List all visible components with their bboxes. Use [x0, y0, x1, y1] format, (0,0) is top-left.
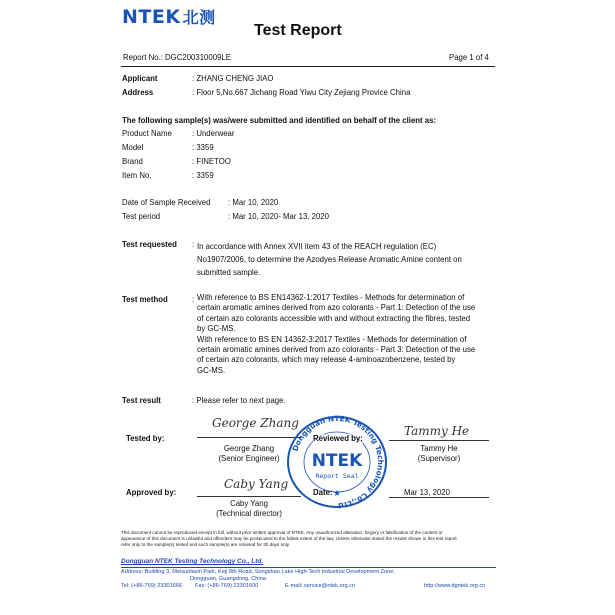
- report-number: [123, 53, 231, 63]
- seal-ring-textpath: Dongguan NTEK Testing Technology Co.,Ltd: [290, 414, 386, 510]
- tested-by-label: Tested by:: [126, 434, 165, 443]
- test-requested-label: Test requested: [122, 240, 177, 249]
- sample-field-label: Model: [122, 143, 144, 152]
- seal-logo: NTEK: [311, 451, 363, 471]
- footer-address-2: Dongguan, Guangdong, China: [190, 576, 266, 582]
- seal-star-icon: ★: [332, 489, 342, 499]
- tested-by-signature: George Zhang: [212, 416, 299, 430]
- sample-field-value: : Underwear: [192, 129, 235, 138]
- disclaimer-line: appearance of this document is unlawful and offenders may be prosecuted to the fullest extent of the law. Unless otherwise stated the results shown in this test report: [121, 536, 457, 541]
- footer-company: Dongguan NTEK Testing Technology Co., Ltd.: [121, 558, 264, 565]
- sample-field-row: [122, 129, 382, 143]
- disclaimer: [121, 530, 501, 548]
- text-line: submitted sample.: [197, 268, 261, 277]
- tested-by-name: George Zhang: [223, 444, 275, 453]
- text-line: certain aromatic amines derived from azo colorants - Part 1: Detection of the use: [197, 303, 476, 313]
- address-label: Address: [122, 88, 154, 97]
- text-line: of certain azo colorants, which may release 4-aminoazobenzene, tested by: [197, 355, 456, 365]
- date-label: Date of Sample Received: [122, 198, 211, 207]
- text-line: In accordance with Annex XVII item 43 of the REACH regulation (EC): [197, 242, 437, 251]
- footer-email: E-mail: service@ntek.org.cn: [285, 583, 356, 589]
- test-result-value: : Please refer to next page.: [192, 396, 286, 405]
- address-value: : Floor 5,No.667 Jichang Road Yiwu City Zejiang Provice China: [192, 88, 411, 97]
- text-line: GC-MS.: [197, 365, 226, 375]
- text-line: With reference to BS EN14362-1:2017 Textiles - Methods for determination of: [197, 293, 465, 302]
- report-number-label: Report No.:: [123, 53, 163, 62]
- text-line: With reference to BS EN 14362-3:2017 Textiles - Methods for determination of: [197, 334, 467, 344]
- reviewed-by-signature: Tammy He: [404, 424, 470, 438]
- text-line: by GC-MS.: [197, 324, 236, 334]
- approval-date-label: Date:: [313, 488, 333, 497]
- approved-by-signature: Caby Yang: [224, 477, 289, 491]
- sample-field-label: Brand: [122, 157, 143, 166]
- signature-line: [389, 440, 489, 441]
- approved-by-label: Approved by:: [126, 488, 177, 497]
- approved-by-name: Caby Yang: [230, 499, 268, 508]
- date-label: Test period: [122, 212, 161, 221]
- text-line: certain aromatic amines derived from azo colorants - Part 3: Detection of the use: [197, 345, 476, 355]
- text-line: of certain azo colorants accessible with and without extracting the fibres, tested: [197, 313, 471, 323]
- date-row: [122, 212, 422, 226]
- test-method-label: Test method: [122, 295, 168, 304]
- samples-heading: The following sample(s) was/were submitted and identified on behalf of the client as:: [122, 116, 437, 125]
- test-requested-colon: :: [192, 240, 195, 249]
- company-logo: [122, 5, 216, 28]
- sample-field-row: [122, 171, 382, 185]
- applicant-label: Applicant: [122, 74, 158, 83]
- test-requested-text: [197, 240, 497, 279]
- report-number-value: DGC200310009LE: [165, 53, 231, 62]
- sample-field-row: [122, 143, 382, 157]
- reviewed-by-title: (Supervisor): [417, 454, 461, 463]
- footer-divider: [121, 567, 496, 568]
- date-value: : Mar 10, 2020- Mar 13, 2020: [228, 212, 329, 221]
- disclaimer-line: This document cannot be reproduced except in full, without prior written approval of NTEK. Any unauthorized alteration, forgery or falsification of the content or: [121, 530, 443, 535]
- test-method-text: [197, 293, 497, 376]
- test-method-colon: :: [192, 295, 195, 304]
- disclaimer-line: refer only to the sample(s) tested and such sample(s) are retained for 30 days only.: [121, 542, 290, 547]
- footer-fax: Fax: (+86-769) 23301600: [195, 583, 259, 589]
- sample-field-value: : FINETOO: [192, 157, 231, 166]
- sample-fields: [122, 129, 382, 185]
- signature-line: [197, 496, 301, 497]
- page-info: Page 1 of 4: [449, 53, 489, 62]
- sample-field-row: [122, 157, 382, 171]
- date-row: [122, 198, 422, 212]
- sample-field-value: : 3359: [192, 171, 214, 180]
- reviewed-by-label: Reviewed by:: [313, 434, 363, 443]
- applicant-value: : ZHANG CHENG JIAO: [192, 74, 274, 83]
- sample-field-value: : 3359: [192, 143, 214, 152]
- date-line: [389, 497, 489, 498]
- text-line: No1907/2006, to determine the Azodyes Release Aromatic Amine content on: [197, 255, 462, 264]
- sample-field-label: Item No.: [122, 171, 152, 180]
- sample-field-label: Product Name: [122, 129, 172, 138]
- approval-date: Mar 13, 2020: [404, 488, 450, 497]
- test-result-label: Test result: [122, 396, 161, 405]
- reviewed-by-name: Tammy He: [420, 444, 458, 453]
- logo-chinese-text: 北测: [182, 8, 216, 27]
- page-title: Test Report: [254, 22, 342, 39]
- footer-tel: Tel: (+86-769) 23301666: [121, 583, 183, 589]
- approved-by-title: (Technical director): [216, 509, 282, 518]
- date-value: : Mar 10, 2020: [228, 198, 279, 207]
- footer-website: http://www.dgntek.org.cn: [424, 583, 486, 589]
- date-fields: [122, 198, 422, 226]
- logo-latin-text: NTEK: [122, 6, 181, 28]
- footer-address-1: Address: Building 3, Meisuidaxin Park, Keji 8th Road, Songshan Lake High-Tech Industrial Development Zone,: [121, 569, 395, 575]
- seal-subtitle: Report Seal: [315, 472, 359, 480]
- header-divider: [121, 66, 495, 67]
- tested-by-title: (Senior Engineer): [218, 454, 280, 463]
